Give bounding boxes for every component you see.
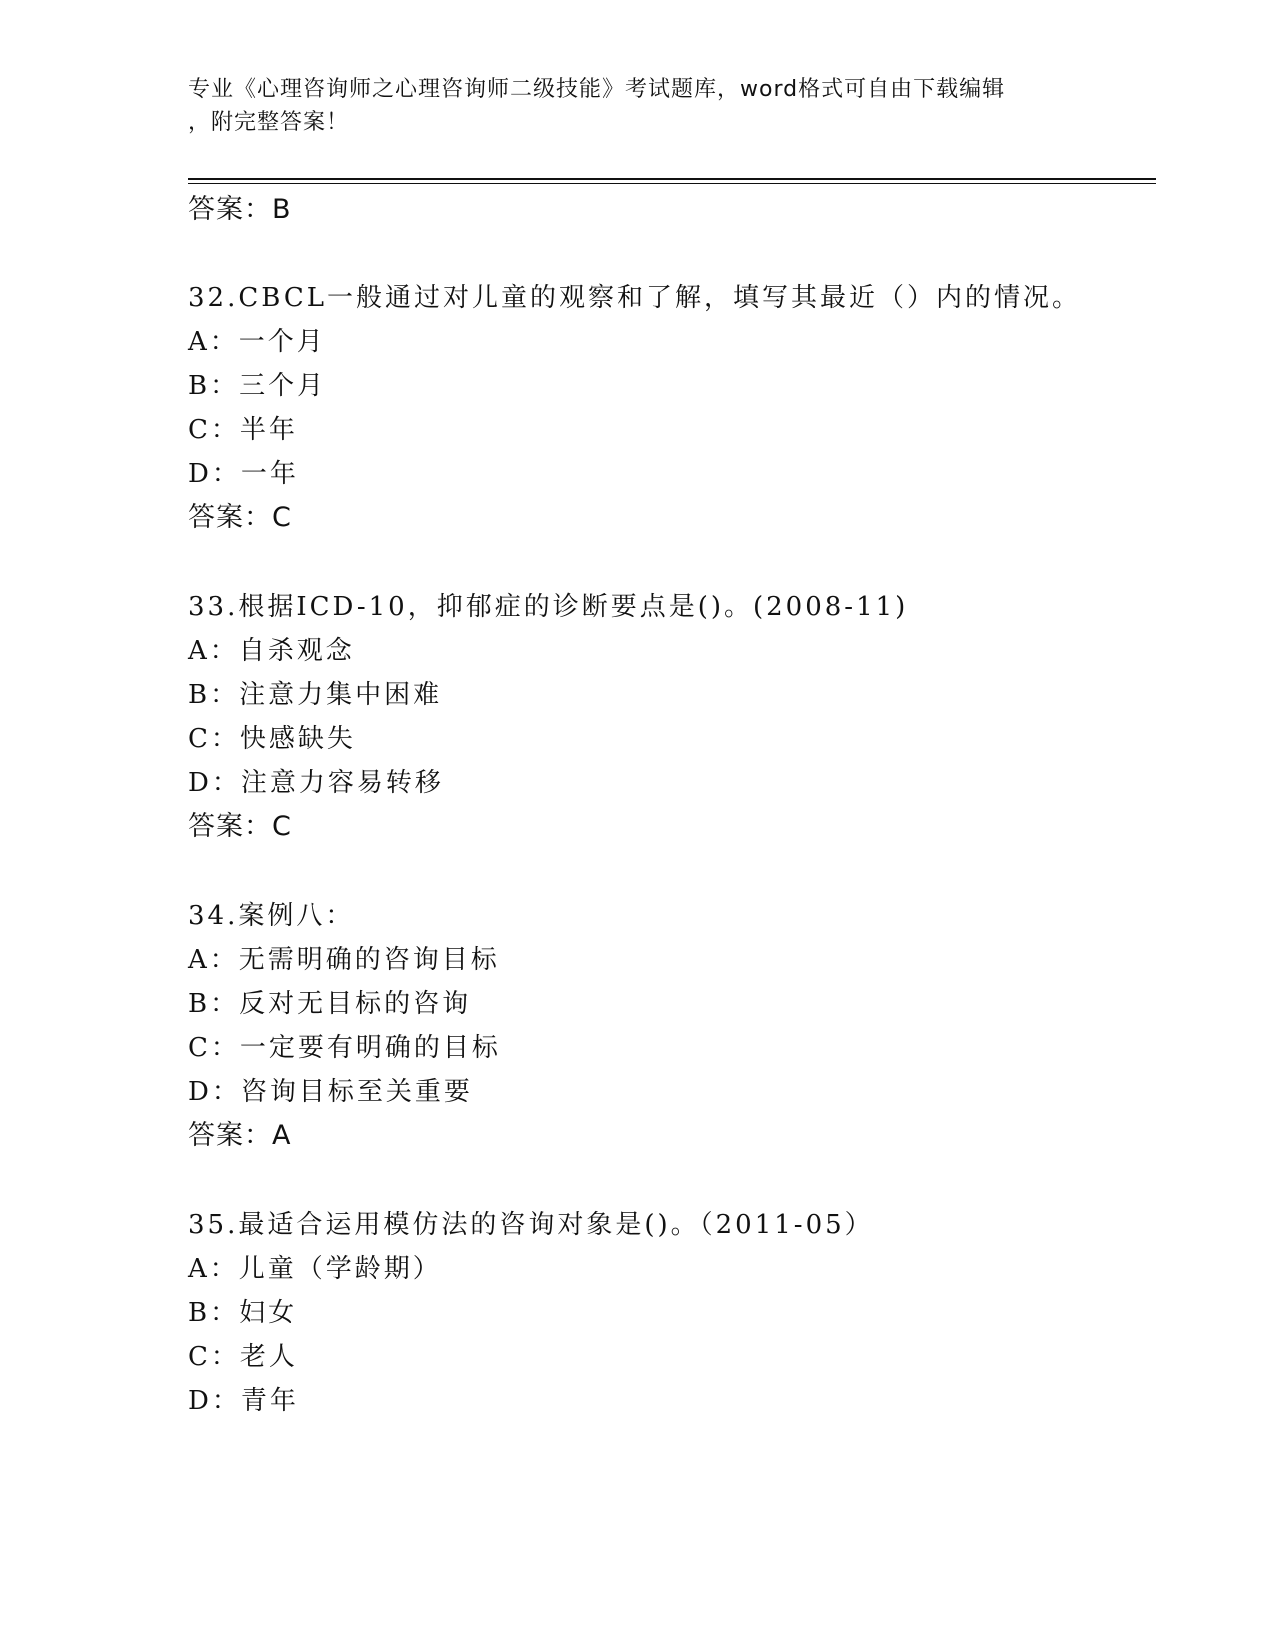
question-35-stem: 35.最适合运用模仿法的咨询对象是()。（2011-05） <box>188 1210 874 1240</box>
question-32-option-c: C：半年 <box>188 415 298 445</box>
question-34-stem: 34.案例八： <box>188 901 355 931</box>
question-34-option-d: D：咨询目标至关重要 <box>188 1077 473 1107</box>
answer-33: 答案：C <box>188 811 292 842</box>
question-34-option-b: B：反对无目标的咨询 <box>188 989 472 1019</box>
question-35-option-c: C：老人 <box>188 1342 298 1372</box>
question-34-option-a: A：无需明确的咨询目标 <box>188 945 500 975</box>
header-divider-thin <box>188 183 1156 184</box>
question-34-option-c: C：一定要有明确的目标 <box>188 1033 501 1063</box>
question-35-option-a: A：儿童（学龄期） <box>188 1254 442 1284</box>
question-32-option-d: D：一年 <box>188 459 299 489</box>
question-32-option-a: A：一个月 <box>188 327 326 357</box>
document-header <box>188 73 1068 139</box>
header-line-1: 专业《心理咨询师之心理咨询师二级技能》考试题库，word格式可自由下载编辑 <box>188 77 1006 102</box>
question-33-option-c: C：快感缺失 <box>188 724 356 754</box>
answer-34: 答案：A <box>188 1120 292 1151</box>
header-line-2: ，附完整答案！ <box>188 110 350 135</box>
question-33-option-a: A：自杀观念 <box>188 636 355 666</box>
question-35-option-d: D：青年 <box>188 1386 299 1416</box>
question-32-stem: 32.CBCL一般通过对儿童的观察和了解，填写其最近（）内的情况。 <box>188 283 1081 313</box>
header-divider-thick <box>188 178 1156 180</box>
question-32-option-b: B：三个月 <box>188 371 327 401</box>
question-35-option-b: B：妇女 <box>188 1298 298 1328</box>
answer-32: 答案：C <box>188 502 292 533</box>
question-33-option-b: B：注意力集中困难 <box>188 680 443 710</box>
answer-31: 答案：B <box>188 194 292 225</box>
question-33-option-d: D：注意力容易转移 <box>188 768 444 798</box>
question-33-stem: 33.根据ICD-10，抑郁症的诊断要点是()。(2008-11) <box>188 592 909 622</box>
